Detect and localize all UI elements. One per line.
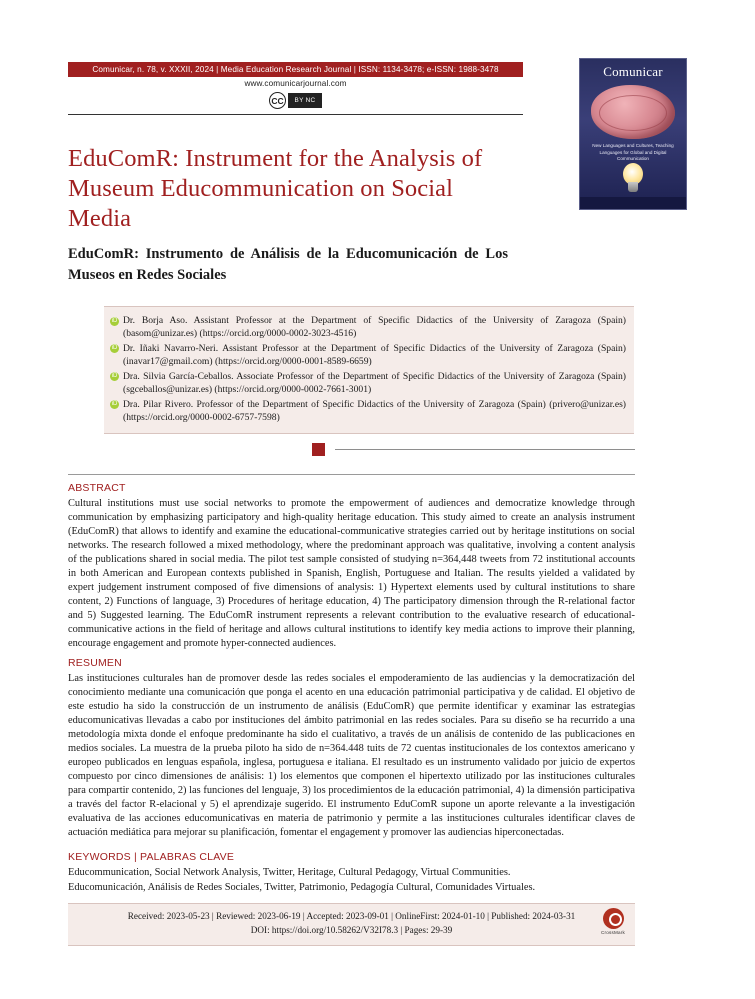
crossmark-icon bbox=[603, 908, 624, 929]
resumen-text: Las instituciones culturales han de promover desde las redes sociales el empoderamiento de las audiencias y la democratización del conocimiento mediante una comunicación que ponga el acento en una educación patrimonial participativa y de calidad. El objetivo de este estudio ha sido la construcción de un instrumento de análisis (EduComR) que permite identificar y examinar las estrategias educomunicativas llevadas a cabo por instituciones del ámbito patrimonial en las redes sociales. Para su diseño se ha recurrido a una metodología mixta donde el enfoque predominante ha sido el cualitativo, a través de un análisis de contenido de las publicaciones en medios sociales. La muestra de la prueba piloto ha sido de n=364.448 tuits de 72 cuentas institucionales de los contextos americano y europeo publicados en lenguas española, inglesa, portuguesa e italiana. El resultado es un instrumento validado por juicio de expertos compuesto por cinco dimensiones de análisis: 1) los elementos que componen el hipertexto utilizado por las instituciones culturales para compartir contenido, 2) las funciones del lenguaje, 3) los procedimientos de la educación patrimonial, 4) la dimensión participativa a través del factor R-elacional y 5) el aprendizaje sugerido. El instrumento EduComR supone un aporte relevante a la investigación evaluativa de las acciones educomunicativas en materia de patrimonio y permite a las instituciones culturales identificar claves de actuación mediática para mejorar su planificación, fomentar el engagement y promover las audiencias hiperconectadas. bbox=[68, 673, 635, 838]
cover-footer-band bbox=[580, 197, 686, 209]
cover-title: Comunicar bbox=[603, 64, 663, 79]
resumen-heading: RESUMEN bbox=[68, 657, 122, 669]
journal-header bbox=[68, 62, 523, 115]
page-title-spanish: EduComR: Instrumento de Análisis de la Educomunicación de Los Museos en Redes Sociales bbox=[68, 246, 508, 283]
keywords-spanish: Educomunicación, Análisis de Redes Sociales, Twitter, Patrimonio, Pedagogía Cultural, Comunidades Virtuales. bbox=[68, 881, 536, 893]
author-entry bbox=[110, 398, 626, 424]
orcid-icon[interactable]: iD bbox=[111, 345, 118, 352]
author-details: Dra. Pilar Rivero. Professor of the Department of Specific Didactics of the University of Zaragoza (Spain) (privero@unizar.es) (https://orcid.org/0000-0002-6757-7598) bbox=[123, 398, 626, 424]
section-divider bbox=[303, 442, 635, 456]
journal-website: www.comunicarjournal.com bbox=[244, 79, 347, 89]
journal-cover-image bbox=[579, 58, 687, 210]
author-entry bbox=[110, 314, 626, 340]
cover-subtitle: New Languages and Cultures, Teaching Languages for Global and Digital Communication bbox=[592, 143, 674, 162]
orcid-icon[interactable]: iD bbox=[111, 317, 118, 324]
abstract-heading: ABSTRACT bbox=[68, 482, 126, 494]
cc-by-badge: BY NC bbox=[288, 93, 322, 108]
cc-circle-icon: CC bbox=[269, 92, 286, 109]
author-details: Dra. Silvia García-Ceballos. Associate Professor of the Department of Specific Didactics of the University of Zaragoza (Spain) (sgceballos@unizar.es) (https://orcid.org/0000-0002-7661-3001) bbox=[123, 370, 626, 396]
creative-commons-icon bbox=[269, 92, 322, 109]
abstract-top-rule bbox=[68, 474, 635, 475]
lightbulb-icon bbox=[619, 163, 647, 197]
crossmark-badge[interactable] bbox=[599, 908, 627, 935]
keywords-english: Educommunication, Social Network Analysis, Twitter, Heritage, Cultural Pedagogy, Virtual Communities. bbox=[68, 867, 511, 878]
authors-panel bbox=[104, 306, 634, 434]
publication-dates: Received: 2023-05-23 | Reviewed: 2023-06-19 | Accepted: 2023-09-01 | OnlineFirst: 2024-01-10 | Published: 2024-03-31 bbox=[127, 911, 576, 921]
header-divider bbox=[68, 114, 523, 115]
abstract-text: Cultural institutions must use social networks to promote the empowerment of audiences and democratize knowledge through communication by emphasizing participatory and high-quality heritage education. This study aimed to create an analysis instrument (EduComR) that allows to identify and examine the educational-communicative strategies carried out by heritage institutions on social networks. The research followed a mixed methodology, where the predominant approach was qualitative, involving a content analysis of the publications shared in social media. The pilot test sample consisted of studying n=364,448 tweets from 72 institutional accounts in both American and European contexts published in Spanish, English, Portuguese and Italian. The results yielded a validated by expert judgement instrument composed of five dimensions of analysis: 1) Hypertext elements used by cultural institutions to share content, 2) Functions of language, 3) Procedures of heritage education, 4) The participatory dimension through the R-relational factor and 5) Suggested learning. The EduComR instrument represents a relevant contribution to the evaluative research of educational-communicative actions in the field of heritage and allows cultural institutions to identify key media actions to improve their planning, encourage engagement and promote hyper-connected audiences. bbox=[68, 498, 635, 649]
page-title: EduComR: Instrument for the Analysis of Museum Educommunication on Social Media bbox=[68, 145, 483, 233]
doi-line[interactable]: DOI: https://doi.org/10.58262/V32I78.3 | Pages: 29-39 bbox=[250, 924, 453, 935]
keywords-section bbox=[68, 851, 635, 895]
keywords-heading: KEYWORDS | PALABRAS CLAVE bbox=[68, 851, 235, 863]
author-details: Dr. Borja Aso. Assistant Professor at the Department of Specific Didactics of the University of Zaragoza (Spain) (basom@unizar.es) (https://orcid.org/0000-0002-3023-4516) bbox=[123, 315, 626, 340]
brain-illustration-icon bbox=[591, 85, 675, 139]
author-entry bbox=[110, 342, 626, 368]
crossmark-label: CrossMark bbox=[600, 930, 625, 935]
publication-dates-panel bbox=[68, 903, 635, 946]
author-details: Dr. Iñaki Navarro-Neri. Assistant Professor at the Department of Specific Didactics of the University of Zaragoza (Spain) (inavar17@gmail.com) (https://orcid.org/0000-0001-8589-6659) bbox=[123, 342, 626, 368]
orcid-icon[interactable]: iD bbox=[111, 401, 118, 408]
resumen-section bbox=[68, 657, 635, 840]
license-row bbox=[68, 88, 523, 109]
divider-line bbox=[335, 449, 635, 450]
divider-square-icon bbox=[312, 443, 325, 456]
orcid-icon[interactable]: iD bbox=[111, 373, 118, 380]
abstract-section bbox=[68, 482, 635, 651]
journal-citation-bar: Comunicar, n. 78, v. XXXII, 2024 | Media Education Research Journal | ISSN: 1134-3478; e-ISSN: 1988-3478 bbox=[68, 62, 523, 77]
author-entry bbox=[110, 370, 626, 396]
